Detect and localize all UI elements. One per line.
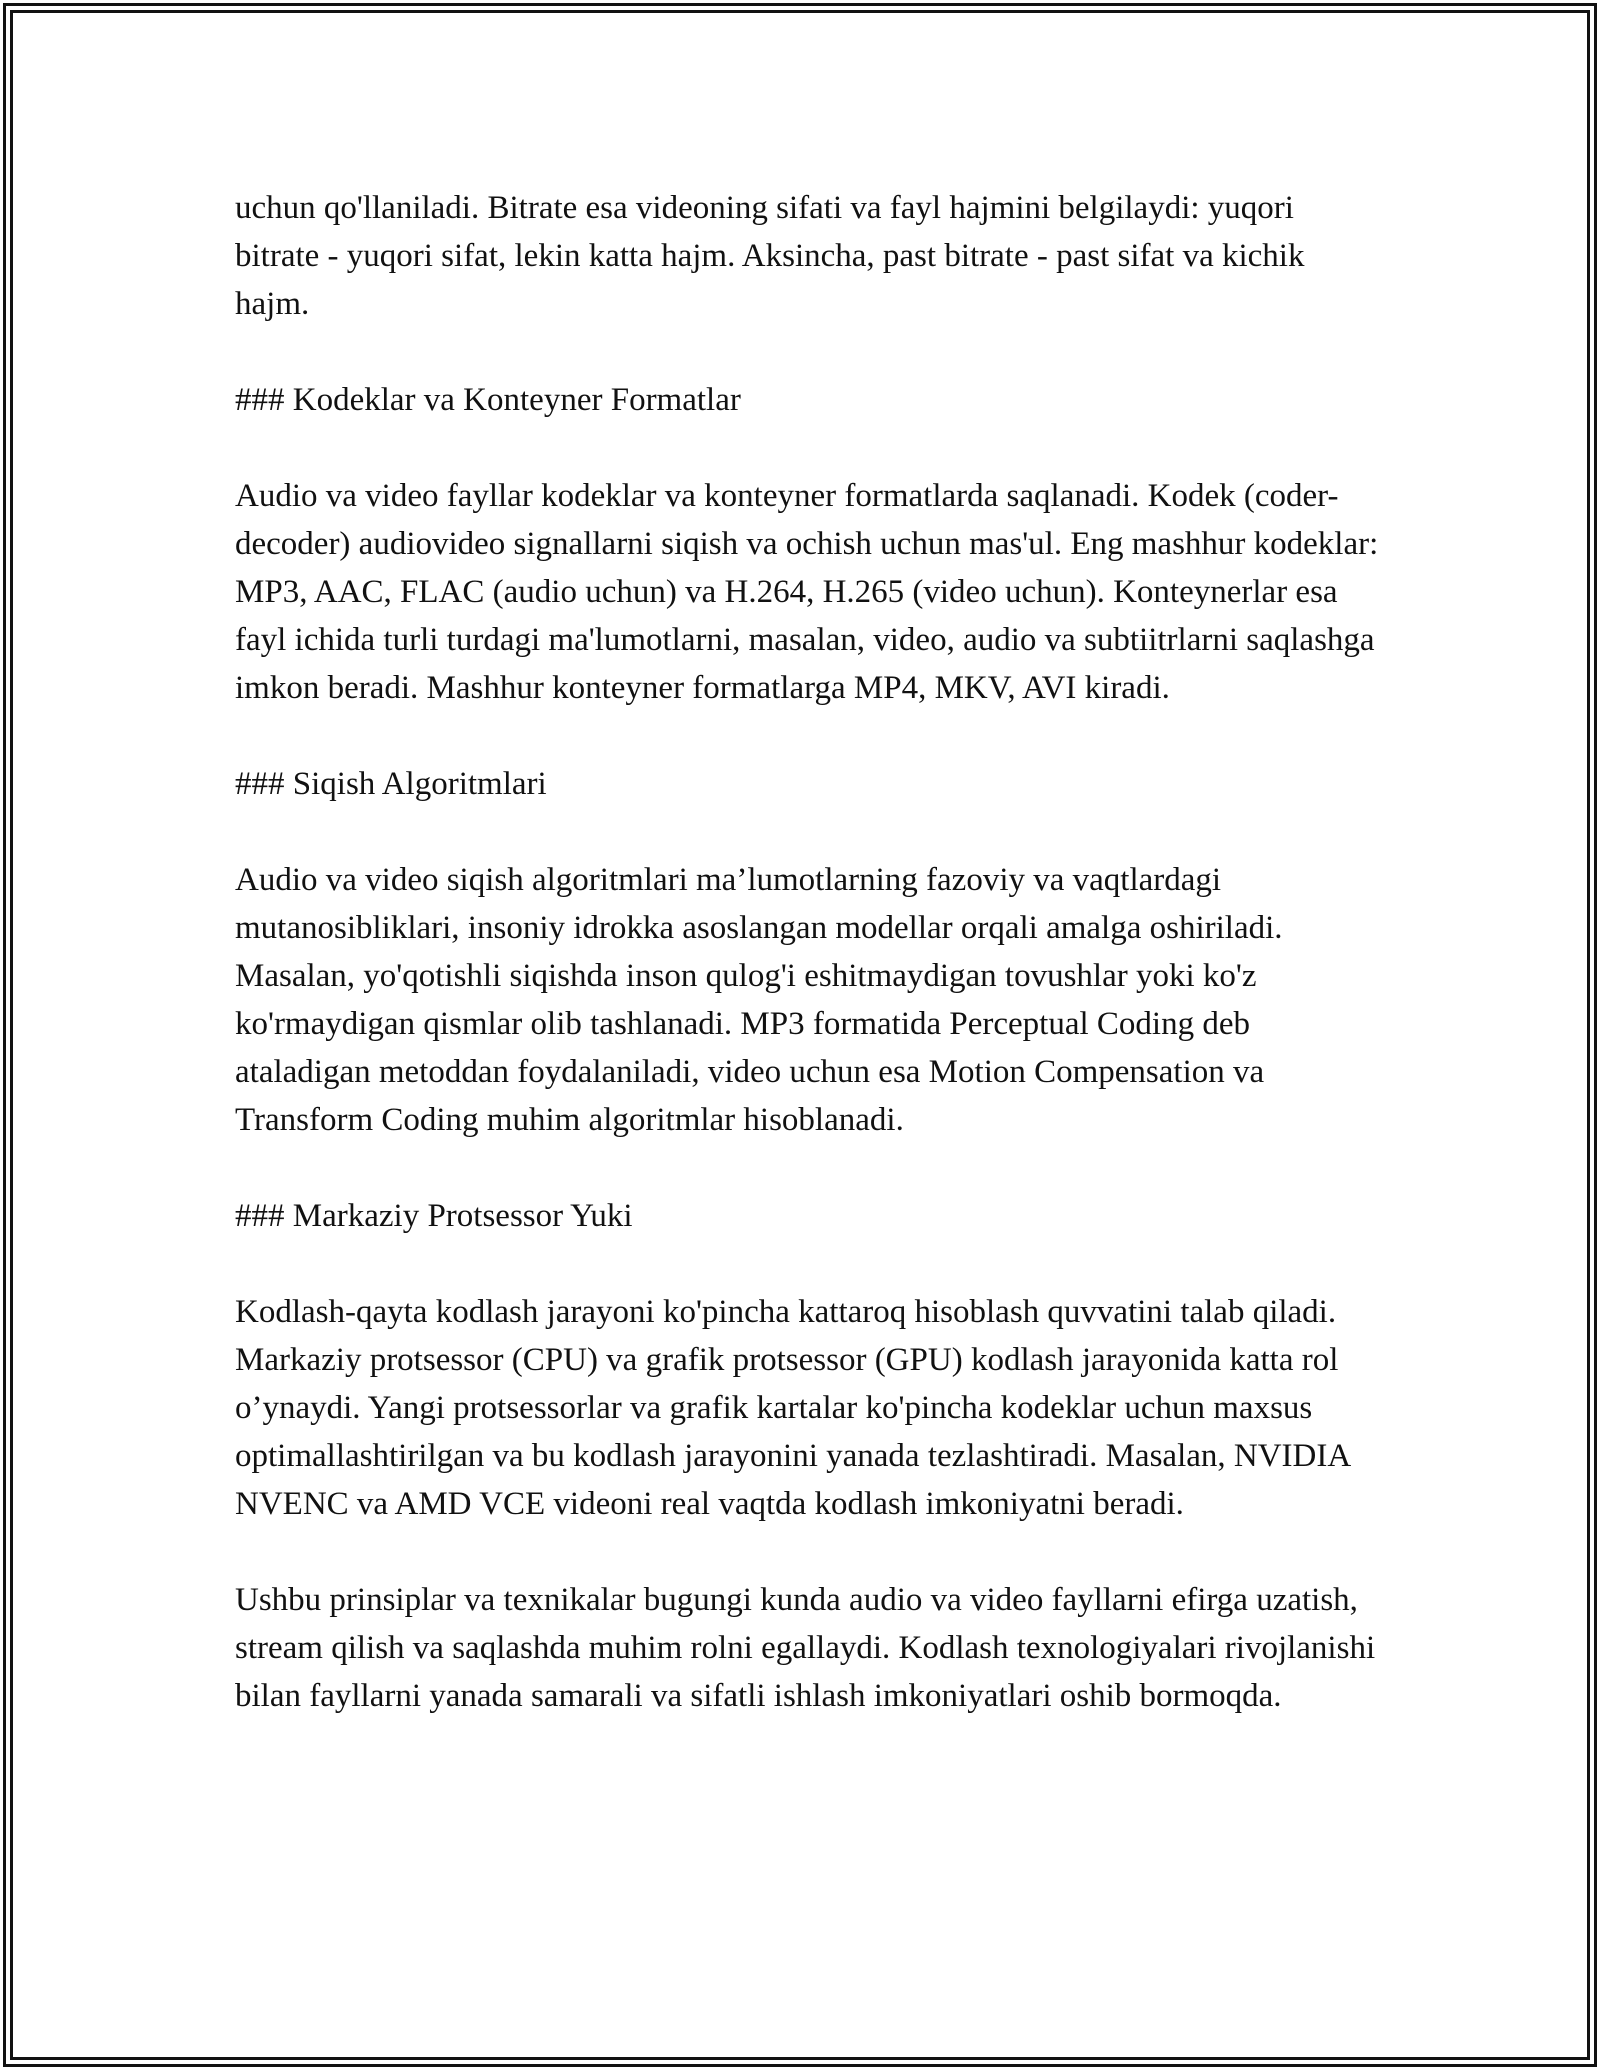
paragraph-bitrate: uchun qo'llaniladi. Bitrate esa videoning sifati va fayl hajmini belgilaydi: yuqori bitrate - yuqori sifat, lekin katta hajm. Aksincha, past bitrate - past sifat va kichik hajm. (235, 190, 1305, 322)
paragraph-conclusion: Ushbu prinsiplar va texnikalar bugungi kunda audio va video fayllarni efirga uzatish, stream qilish va saqlashda muhim rolni egallaydi. Kodlash texnologiyalari rivojlanishi bilan fayllarni yanada samarali va sifatli ishlash imkoniyatlari oshib bormoqda. (235, 1582, 1376, 1714)
paragraph-compression-algorithms: Audio va video siqish algoritmlari ma’lumotlarning fazoviy va vaqtlardagi mutanosibliklari, insoniy idrokka asoslangan modellar orqali amalga oshiriladi. Masalan, yo'qotishli siqishda inson qulog'i eshitmaydigan tovushlar yoki ko'z ko'rmaydigan qismlar olib tashlanadi. MP3 formatida Perceptual Coding deb ataladigan metoddan foydalaniladi, video uchun esa Motion Compensation va Transform Coding muhim algoritmlar hisoblanadi. (235, 862, 1283, 1138)
paragraph-codecs-containers: Audio va video fayllar kodeklar va konteyner formatlarda saqlanadi. Kodek (coder-decoder) audiovideo signallarni siqish va ochish uchun mas'ul. Eng mashhur kodeklar: MP3, AAC, FLAC (audio uchun) va H.264, H.265 (video uchun). Konteynerlar esa fayl ichida turli turdagi ma'lumotlarni, masalan, video, audio va subtiitrlarni saqlashga imkon beradi. Mashhur konteyner formatlarga MP4, MKV, AVI kiradi. (235, 478, 1379, 706)
document-body (235, 184, 1385, 1768)
heading-compression-algorithms: ### Siqish Algoritmlari (235, 766, 547, 802)
paragraph-cpu-load: Kodlash-qayta kodlash jarayoni ko'pincha kattaroq hisoblash quvvatini talab qiladi. Markaziy protsessor (CPU) va grafik protsessor (GPU) kodlash jarayonida katta rol o’ynaydi. Yangi protsessorlar va grafik kartalar ko'pincha kodeklar uchun maxsus optimallashtirilgan va bu kodlash jarayonini yanada tezlashtiradi. Masalan, NVIDIA NVENC va AMD VCE videoni real vaqtda kodlash imkoniyatni beradi. (235, 1294, 1350, 1522)
heading-cpu-load: ### Markaziy Protsessor Yuki (235, 1198, 633, 1234)
heading-codecs-containers: ### Kodeklar va Konteyner Formatlar (235, 382, 741, 418)
